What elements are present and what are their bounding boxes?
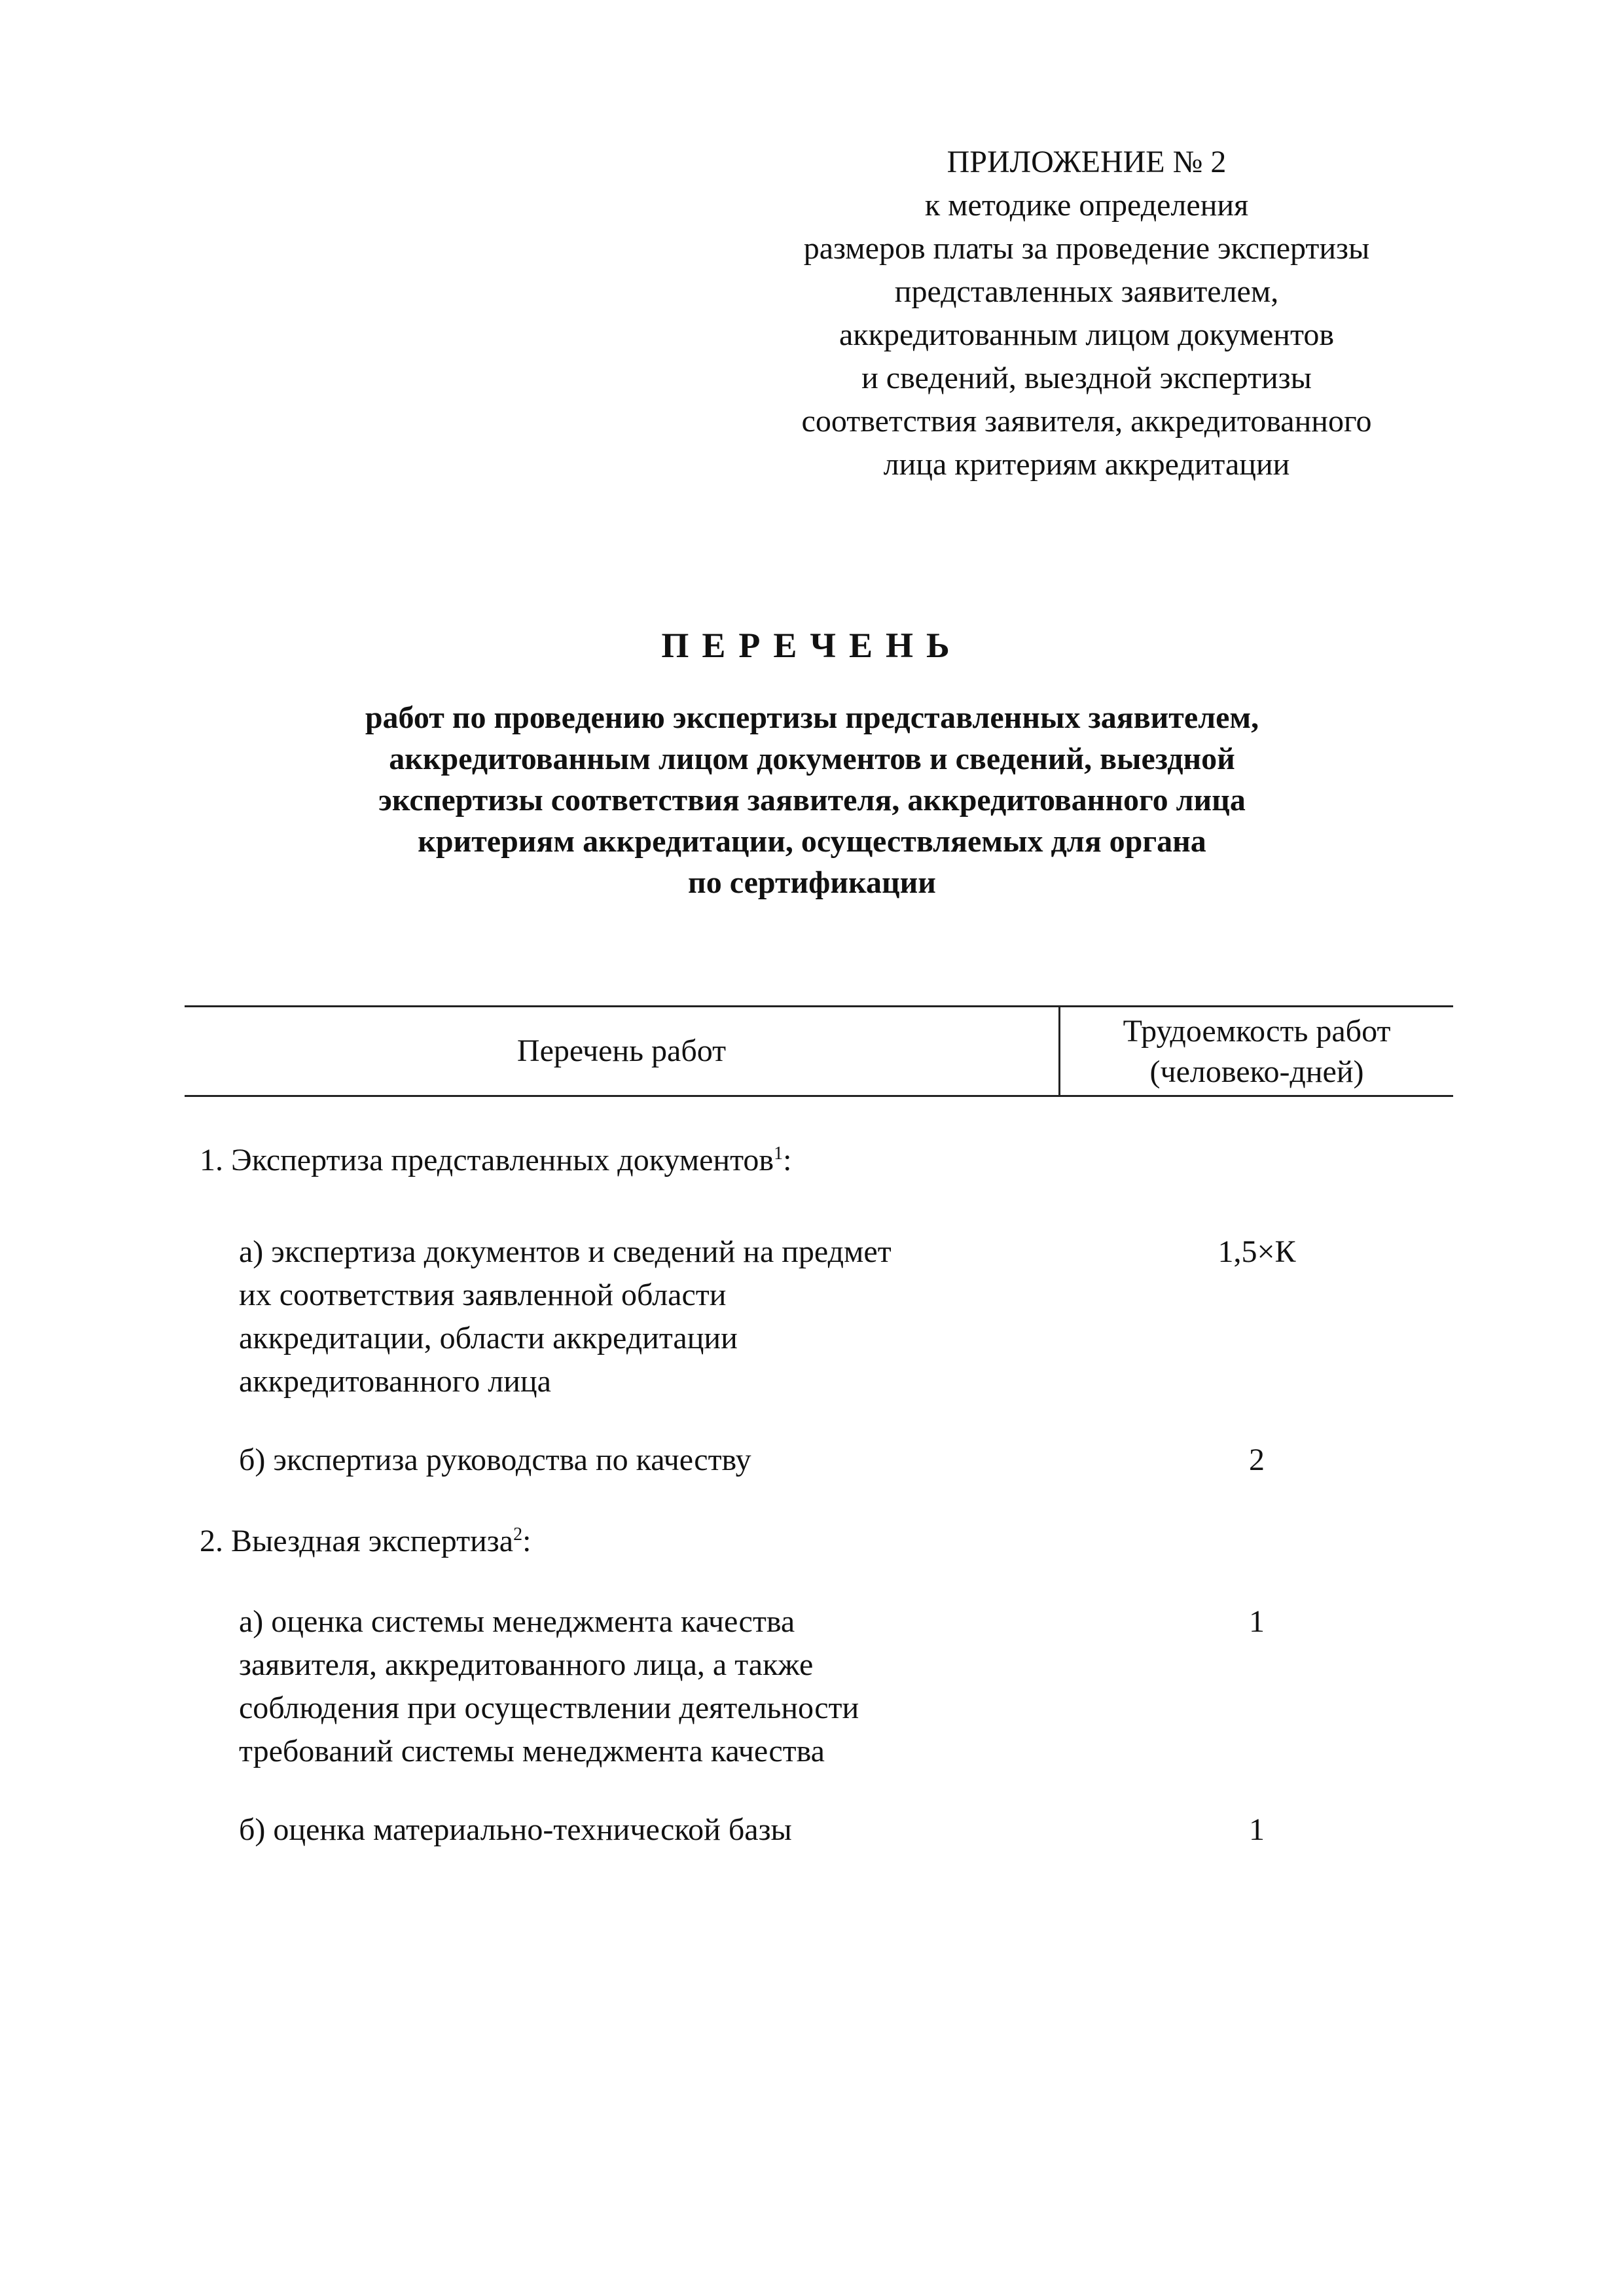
table-header-labor [1060,1011,1453,1092]
item-line: аккредитации, области аккредитации [239,1321,738,1355]
item-line: б) экспертиза руководства по качеству [239,1443,751,1477]
annex-line: представленных заявителем, [894,274,1279,309]
heading-colon: : [522,1524,532,1558]
subtitle-line: аккредитованным лицом документов и сведений, выездной [389,742,1235,776]
section-heading-1 [200,1139,791,1182]
section-heading-text: 1. Экспертиза представленных документов [200,1143,774,1177]
labor-value-2a: 1 [1249,1604,1265,1639]
annex-line: и сведений, выездной экспертизы [861,361,1312,395]
labor-value-1a: 1,5×К [1218,1234,1296,1269]
table-header-works: Перечень работ [516,1033,727,1068]
heading-colon: : [783,1143,792,1177]
item-line: их соответствия заявленной области [239,1278,727,1312]
footnote-marker: 1 [774,1143,784,1164]
table-header-labor-line2: (человеко-дней) [1149,1054,1364,1089]
section-heading-2 [200,1520,531,1563]
annex-line: лица критериям аккредитации [883,447,1290,482]
annex-line: аккредитованным лицом документов [839,317,1334,352]
table-header-bottom-rule [185,1095,1453,1097]
labor-value-1b: 2 [1249,1443,1265,1477]
annex-header [681,141,1492,486]
item-line: б) оценка материально-технической базы [239,1812,792,1847]
subtitle-line: критериям аккредитации, осуществляемых для органа [418,824,1206,859]
subtitle-line: по сертификации [688,865,936,900]
item-line: аккредитованного лица [239,1364,551,1399]
labor-value-2b: 1 [1249,1812,1265,1847]
footnote-marker: 2 [513,1524,523,1545]
annex-line: ПРИЛОЖЕНИЕ № 2 [947,145,1227,179]
item-line: заявителя, аккредитованного лица, а также [239,1647,814,1682]
list-item-1a [239,1230,892,1403]
item-line: требований системы менеджмента качества [239,1734,825,1768]
list-item-2a [239,1600,859,1773]
list-item-2b [239,1808,792,1852]
annex-line: соответствия заявителя, аккредитованного [801,404,1372,439]
annex-line: размеров платы за проведение экспертизы [803,231,1370,266]
item-line: соблюдения при осуществлении деятельности [239,1691,859,1725]
item-line: а) оценка системы менеджмента качества [239,1604,795,1639]
section-heading-text: 2. Выездная экспертиза [200,1524,514,1558]
document-subtitle [196,697,1428,903]
subtitle-line: экспертизы соответствия заявителя, аккредитованного лица [378,783,1246,817]
subtitle-line: работ по проведению экспертизы представленных заявителем, [365,700,1259,735]
document-title: ПЕРЕЧЕНЬ [661,626,963,665]
annex-line: к методике определения [924,188,1249,223]
table-top-rule [185,1005,1453,1007]
table-header-labor-line1: Трудоемкость работ [1123,1014,1391,1049]
item-line: а) экспертиза документов и сведений на предмет [239,1234,892,1269]
list-item-1b [239,1439,751,1482]
